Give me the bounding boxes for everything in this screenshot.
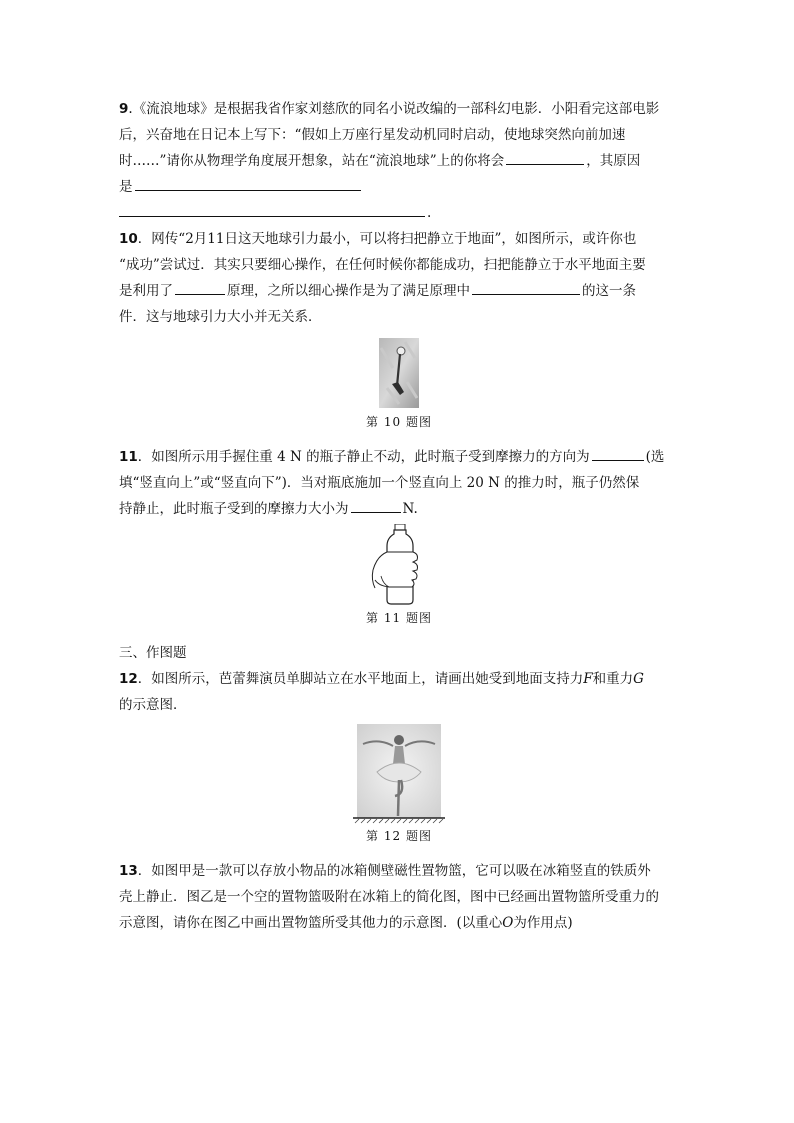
q12-caption: 第 12 题图 bbox=[366, 829, 432, 843]
q10-line-1: 10．网传“2月11日这天地球引力最小，可以将扫把静立于地面”，如图所示，或许你也 bbox=[119, 231, 637, 247]
q9-number: 9 bbox=[119, 101, 129, 117]
q10-line-2: “成功”尝试过．其实只要细心操作，在任何时候你都能成功，扫把能静立于水平地面主要 bbox=[119, 257, 646, 273]
q10-blank-2[interactable] bbox=[472, 278, 580, 295]
worksheet-page bbox=[119, 96, 679, 936]
q11-line-3: 持静止，此时瓶子受到的摩擦力大小为 N. bbox=[119, 496, 679, 522]
q10-blank-1[interactable] bbox=[175, 278, 225, 295]
question-10 bbox=[119, 226, 679, 432]
q10-number: 10 bbox=[119, 231, 138, 247]
q9-line-3: 时……”请你从物理学角度展开想象，站在“流浪地球”上的你将会 ，其原因 bbox=[119, 148, 679, 174]
q9-blank-1[interactable] bbox=[506, 148, 584, 165]
q10-line-4: 件．这与地球引力大小并无关系． bbox=[119, 309, 322, 325]
hand-bottle-drawing bbox=[369, 524, 429, 606]
q11-line-1: 11．如图所示用手握住重 4 N 的瓶子静止不动，此时瓶子受到摩擦力的方向为 (选 bbox=[119, 444, 679, 470]
q9-line-4: 是 bbox=[119, 174, 679, 200]
q13-line-3: 示意图，请你在图乙中画出置物篮所受其他力的示意图．(以重心O为作用点) bbox=[119, 915, 573, 931]
q10-line-3: 是利用了 原理，之所以细心操作是为了满足原理中 的这一条 bbox=[119, 278, 679, 304]
q12-line-1: 12．如图所示，芭蕾舞演员单脚站立在水平地面上，请画出她受到地面支持力F和重力G bbox=[119, 671, 644, 687]
q10-caption: 第 10 题图 bbox=[366, 415, 432, 429]
q13-number: 13 bbox=[119, 863, 138, 879]
q12-number: 12 bbox=[119, 671, 138, 687]
q9-blank-2[interactable] bbox=[135, 174, 361, 191]
q9-line-5: . bbox=[119, 200, 679, 226]
q13-line-1: 13．如图甲是一款可以存放小物品的冰箱侧壁磁性置物篮，它可以吸在冰箱竖直的铁质外 bbox=[119, 863, 651, 879]
q12-figure bbox=[119, 724, 679, 824]
broom-photo bbox=[379, 338, 419, 408]
q11-blank-1[interactable] bbox=[592, 444, 644, 461]
q10-figure bbox=[119, 338, 679, 408]
q13-line-2: 壳上静止．图乙是一个空的置物篮吸附在冰箱上的简化图，图中已经画出置物篮所受重力的 bbox=[119, 889, 659, 905]
ballerina-photo bbox=[353, 724, 445, 824]
q11-line-2: 填“竖直向上”或“竖直向下”)．当对瓶底施加一个竖直向上 20 N 的推力时，瓶子仍然保 bbox=[119, 475, 640, 491]
q9-line-1: 9.《流浪地球》是根据我省作家刘慈欣的同名小说改编的一部科幻电影．小阳看完这部电影 bbox=[119, 101, 660, 117]
q11-number: 11 bbox=[119, 449, 138, 465]
question-13 bbox=[119, 858, 679, 936]
q9-line-2: 后，兴奋地在日记本上写下：“假如上万座行星发动机同时启动，使地球突然向前加速 bbox=[119, 127, 626, 143]
q11-blank-2[interactable] bbox=[351, 496, 401, 513]
question-11 bbox=[119, 444, 679, 628]
question-12 bbox=[119, 666, 679, 846]
question-9 bbox=[119, 96, 679, 226]
q12-line-2: 的示意图． bbox=[119, 697, 187, 713]
q9-blank-3[interactable] bbox=[119, 200, 425, 217]
q11-caption: 第 11 题图 bbox=[366, 611, 432, 625]
section-heading-drawing: 三、作图题 bbox=[119, 645, 187, 661]
q11-figure bbox=[119, 524, 679, 606]
